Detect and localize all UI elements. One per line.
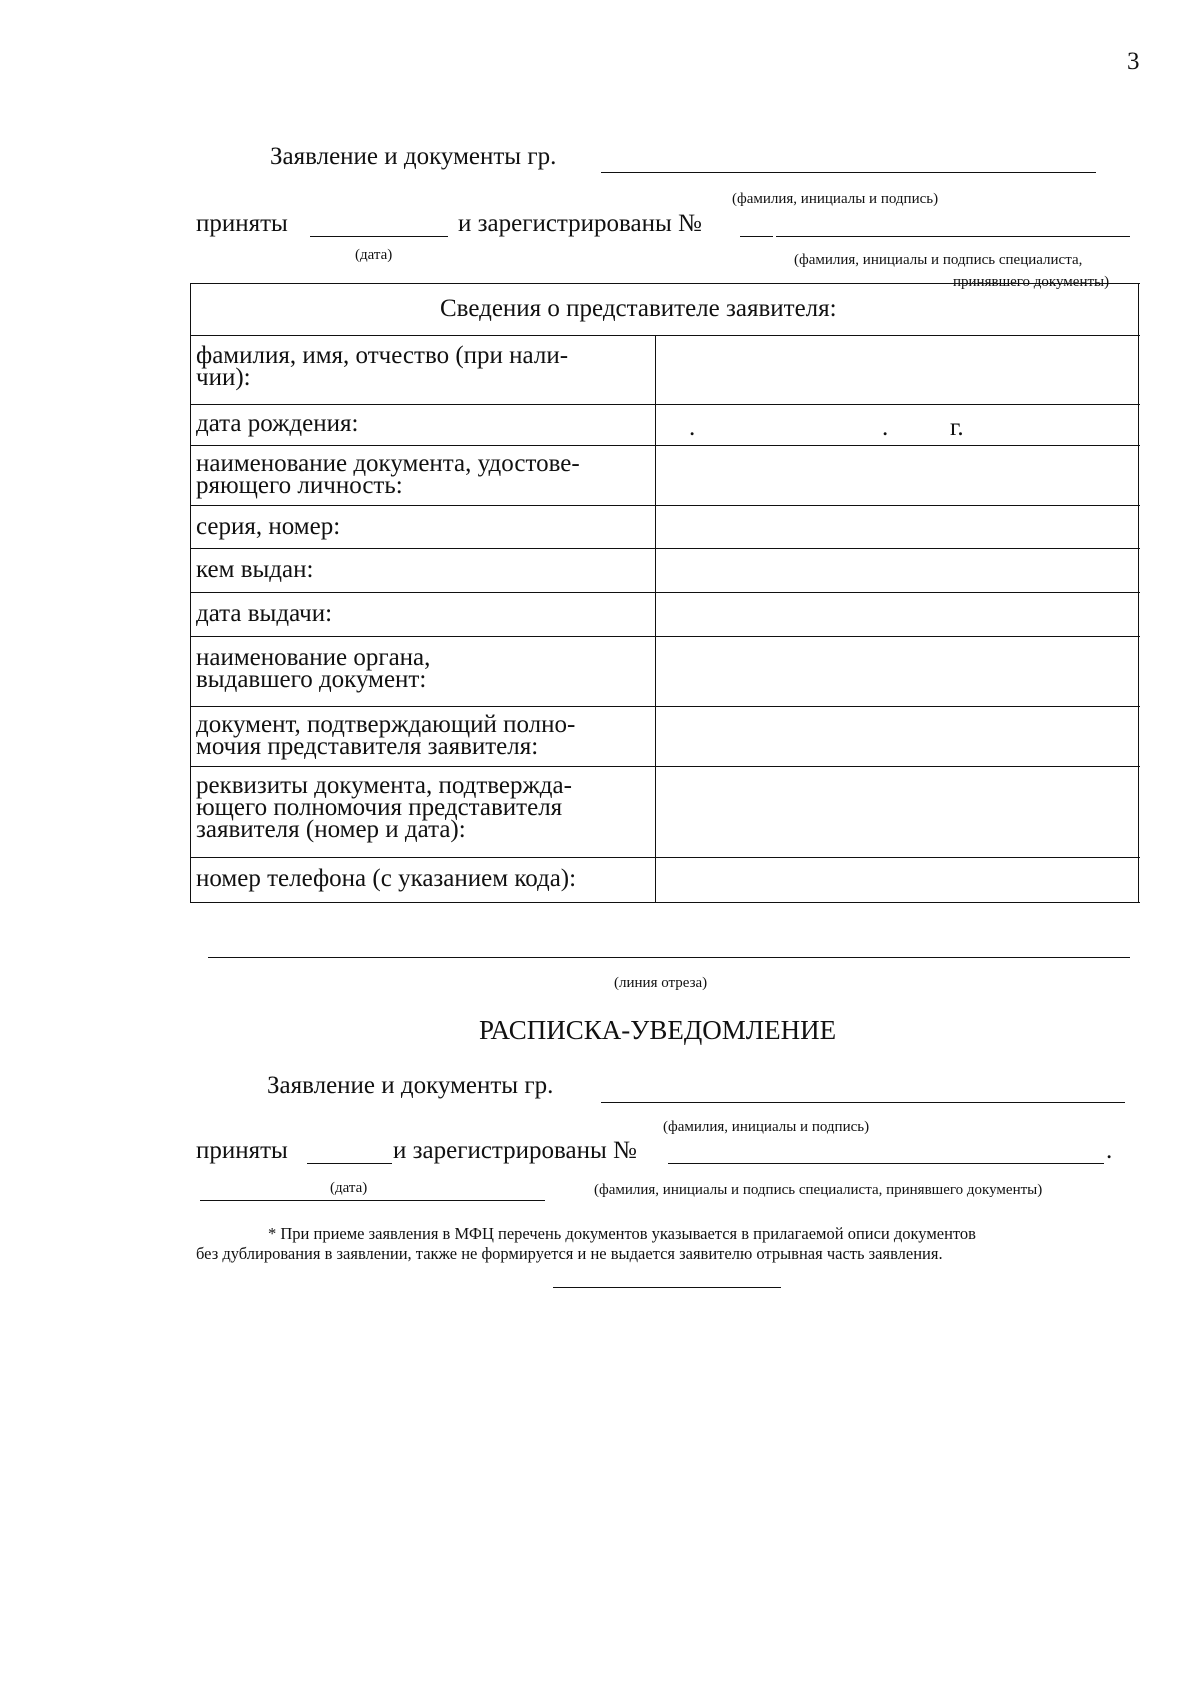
receipt-registered-label: и зарегистрированы № <box>393 1137 637 1164</box>
row-issuer-org-value[interactable] <box>657 638 1137 705</box>
row-series-label: серия, номер: <box>196 513 341 540</box>
receipt-specialist-line[interactable] <box>200 1200 545 1201</box>
registration-number-line[interactable] <box>740 236 773 237</box>
table-right-border <box>1138 283 1139 903</box>
row-authority-doc-label: документ, подтверждающий полно- мочия представителя заявителя: <box>196 711 576 760</box>
receipt-number-line[interactable] <box>668 1163 1104 1164</box>
receipt-caption-specialist: (фамилия, инициалы и подпись специалиста, принявшего документы) <box>594 1182 1043 1198</box>
receipt-date-line[interactable] <box>307 1163 392 1164</box>
row-series-value[interactable] <box>657 507 1137 547</box>
row-issued-by-label: кем выдан: <box>196 556 314 583</box>
row-issued-by-value[interactable] <box>657 550 1137 591</box>
table-left-border <box>190 283 191 903</box>
table-row-divider <box>190 445 1140 446</box>
table-header: Сведения о представителе заявителя: <box>440 295 837 322</box>
table-column-divider <box>655 335 656 903</box>
row-fio-label: фамилия, имя, отчество (при нали- чии): <box>196 342 569 391</box>
receipt-period: . <box>1106 1137 1113 1164</box>
row-fio-value[interactable] <box>657 337 1137 403</box>
table-row-divider <box>190 857 1140 858</box>
cut-caption: (линия отреза) <box>614 975 708 991</box>
caption-date: (дата) <box>355 247 393 263</box>
table-row-divider <box>190 505 1140 506</box>
receipt-applicant-line[interactable] <box>601 1102 1125 1103</box>
cut-line <box>208 957 1130 958</box>
receipt-caption-date: (дата) <box>330 1180 368 1196</box>
row-birthdate-label: дата рождения: <box>196 410 359 437</box>
table-row-divider <box>190 706 1140 707</box>
caption-fio: (фамилия, инициалы и подпись) <box>732 191 939 207</box>
specialist-line[interactable] <box>776 236 1130 237</box>
registered-label: и зарегистрированы № <box>458 210 702 237</box>
row-birthdate-value[interactable] <box>657 406 1137 444</box>
table-row-divider <box>190 548 1140 549</box>
receipt-statement-label: Заявление и документы гр. <box>267 1072 554 1099</box>
page-number: 3 <box>1127 48 1140 75</box>
footnote-line-2: без дублирования в заявлении, также не формируется и не выдается заявителю отрывная часть заявления. <box>196 1244 943 1263</box>
row-authority-details-value[interactable] <box>657 768 1137 856</box>
row-phone-value[interactable] <box>657 859 1137 901</box>
table-top-border <box>190 283 1140 284</box>
row-issuer-org-label: наименование органа, выдавшего документ: <box>196 644 431 693</box>
table-row-divider <box>190 404 1140 405</box>
table-row-divider <box>190 592 1140 593</box>
receipt-accepted-label: приняты <box>196 1137 288 1164</box>
receipt-title: РАСПИСКА-УВЕДОМЛЕНИЕ <box>479 1015 837 1045</box>
caption-specialist-2: принявшего документы) <box>953 274 1110 290</box>
row-phone-label: номер телефона (с указанием кода): <box>196 865 577 892</box>
receipt-caption-fio: (фамилия, инициалы и подпись) <box>663 1119 870 1135</box>
row-authority-details-label: реквизиты документа, подтвержда- ющего полномочия представителя заявителя (номер и дата): <box>196 772 572 843</box>
table-row-divider <box>190 766 1140 767</box>
end-separator <box>553 1287 781 1288</box>
footnote-line-1: * При приеме заявления в МФЦ перечень документов указывается в прилагаемой описи документов <box>268 1224 976 1243</box>
row-id-doc-label: наименование документа, удостове- ряющего личность: <box>196 450 580 499</box>
table-row-divider <box>190 335 1140 336</box>
row-issue-date-value[interactable] <box>657 594 1137 635</box>
caption-specialist-1: (фамилия, инициалы и подпись специалиста, <box>794 252 1083 268</box>
accepted-date-line[interactable] <box>310 236 448 237</box>
birthdate-year-suffix: г. <box>950 414 964 441</box>
row-id-doc-value[interactable] <box>657 447 1137 504</box>
birthdate-dot-1: . <box>689 414 696 441</box>
applicant-name-line[interactable] <box>601 172 1096 173</box>
table-bottom-border <box>190 902 1140 903</box>
statement-label: Заявление и документы гр. <box>270 143 557 170</box>
birthdate-dot-2: . <box>882 414 889 441</box>
table-row-divider <box>190 636 1140 637</box>
row-authority-doc-value[interactable] <box>657 708 1137 765</box>
row-issue-date-label: дата выдачи: <box>196 600 333 627</box>
accepted-label: приняты <box>196 210 288 237</box>
